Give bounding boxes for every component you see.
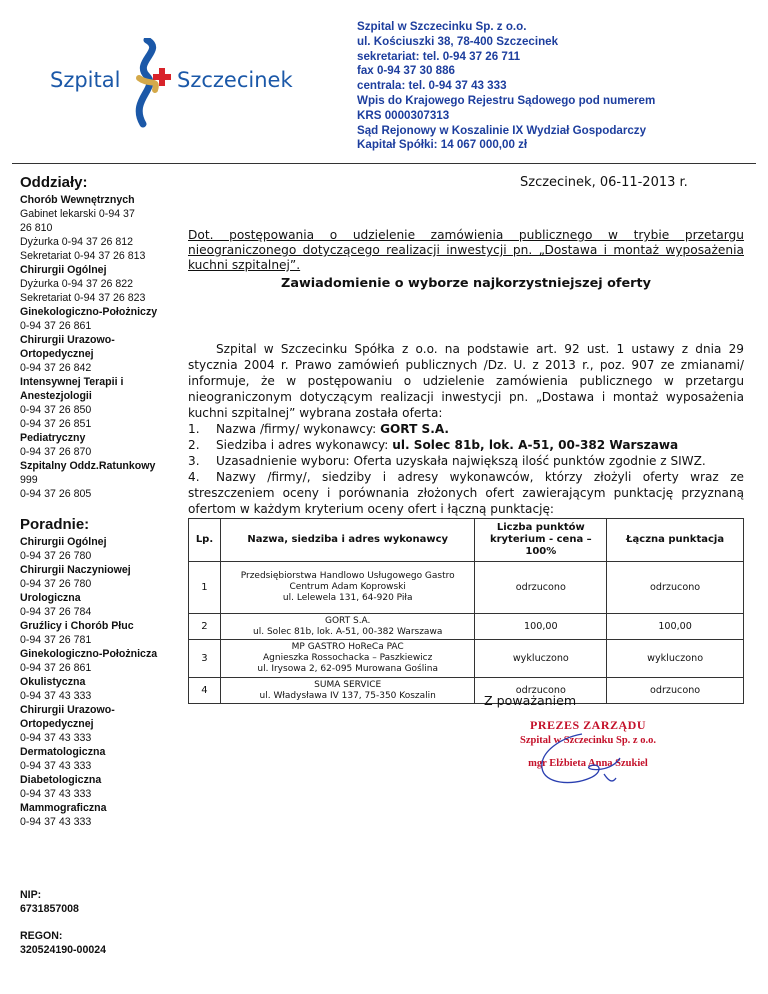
letter-body bbox=[188, 341, 744, 517]
cell-total: odrzucono bbox=[607, 562, 744, 614]
col-header-lp: Lp. bbox=[189, 519, 221, 562]
departments-list bbox=[20, 193, 170, 501]
logo-emblem-icon bbox=[125, 38, 175, 128]
handwritten-signature bbox=[520, 728, 630, 798]
table-row bbox=[189, 614, 744, 640]
contractor-line: Centrum Adam Koprowski bbox=[289, 582, 406, 592]
department-phone: Dyżurka 0-94 37 26 812 bbox=[20, 236, 134, 248]
item-label: Nazwa /firmy/ wykonawcy: bbox=[216, 422, 381, 436]
contractor-line: Przedsiębiorstwa Handlowo Usługowego Gastro bbox=[240, 571, 455, 581]
table-header-row bbox=[189, 519, 744, 562]
clinic-heading: Dermatologiczna bbox=[20, 746, 106, 758]
department-heading: Pediatryczny bbox=[20, 432, 86, 444]
clinic-phone: 0-94 37 43 333 bbox=[20, 816, 92, 828]
cell-total: odrzucono bbox=[607, 678, 744, 704]
department-heading: Chirurgii Ogólnej bbox=[20, 264, 107, 276]
list-item bbox=[188, 437, 744, 453]
item-number: 1. bbox=[188, 422, 200, 436]
contractor-line: ul. Solec 81b, lok. A-51, 00-382 Warszawa bbox=[253, 626, 443, 637]
department-phone: 0-94 37 26 842 bbox=[20, 362, 92, 374]
sidebar-clinics bbox=[20, 518, 170, 829]
cell-total: 100,00 bbox=[607, 614, 744, 640]
letter-intro: Szpital w Szczecinku Spółka z o.o. na podstawie art. 92 ust. 1 ustawy z dnia 29 stycznia 2004 r. Prawo zamówień publicznych /Dz. U. z 2013 r., poz. 907 ze zmianami/ informuje, że w postępowaniu o udzielenie zamówienia publicznego w przetargu nieograniczonym dotyczącym realizacji inwestycji pn. „Dostawa i montaż wyposażenia kuchni szpitalnej” wybrana została oferta: bbox=[188, 342, 744, 420]
clinic-phone: 0-94 37 26 780 bbox=[20, 550, 92, 562]
clinic-phone: 0-94 37 43 333 bbox=[20, 788, 92, 800]
department-heading: Ortopedycznej bbox=[20, 348, 94, 360]
col-header-total: Łączna punktacja bbox=[607, 519, 744, 562]
clinic-phone: 0-94 37 26 781 bbox=[20, 634, 92, 646]
clinic-heading: Chirurgii Urazowo- bbox=[20, 704, 115, 716]
letterhead-line: Sąd Rejonowy w Koszalinie IX Wydział Gospodarczy bbox=[357, 123, 647, 137]
table-row bbox=[189, 562, 744, 614]
cell-lp: 3 bbox=[189, 640, 221, 678]
cell-points: odrzucono bbox=[475, 562, 607, 614]
department-heading: Chorób Wewnętrznych bbox=[20, 194, 135, 206]
department-heading: Anestezjologii bbox=[20, 390, 92, 402]
sidebar-departments bbox=[20, 176, 170, 501]
logo-word-right: Szczecinek bbox=[177, 68, 293, 92]
points-header-line: 100% bbox=[525, 546, 557, 557]
nip-label: NIP: bbox=[20, 889, 42, 901]
clinics-list bbox=[20, 535, 170, 829]
item-text: Uzasadnienie wyboru: Oferta uzyskała największą ilość punktów zgodnie z SIWZ. bbox=[216, 454, 706, 468]
hospital-logo bbox=[50, 38, 293, 128]
item-number: 4. bbox=[188, 470, 200, 484]
clinic-phone: 0-94 37 43 333 bbox=[20, 732, 92, 744]
contractor-line: ul. Władysława IV 137, 75-350 Koszalin bbox=[259, 690, 436, 701]
offers-table bbox=[188, 518, 744, 704]
stamp-person: mgr Elżbieta Anna Szukiel bbox=[528, 758, 648, 769]
item-number: 2. bbox=[188, 438, 200, 452]
item-label: Siedziba i adres wykonawcy: bbox=[216, 438, 393, 452]
clinic-phone: 0-94 37 26 861 bbox=[20, 662, 92, 674]
contractor-line: ul. Irysowa 2, 62-095 Murowana Goślina bbox=[257, 664, 438, 674]
letterhead-line: fax 0-94 37 30 886 bbox=[357, 64, 455, 78]
points-header-line: Liczba punktów bbox=[496, 522, 585, 533]
cell-total: wykluczono bbox=[607, 640, 744, 678]
department-phone: Gabinet lekarski 0-94 37 bbox=[20, 208, 135, 220]
clinic-heading: Diabetologiczna bbox=[20, 774, 102, 786]
department-heading: Szpitalny Oddz.Ratunkowy bbox=[20, 460, 156, 472]
department-phone: Dyżurka 0-94 37 26 822 bbox=[20, 278, 134, 290]
letter-date: Szczecinek, 06-11-2013 r. bbox=[520, 175, 688, 190]
cell-lp: 1 bbox=[189, 562, 221, 614]
clinics-title: Poradnie: bbox=[20, 516, 90, 533]
department-phone: 0-94 37 26 851 bbox=[20, 418, 92, 430]
item-text: Nazwy /firmy/, siedziby i adresy wykonawców, którzy złożyli oferty wraz ze streszczeniem oceny i porównania złożonych ofert zawierającym punktację przyznaną ofertom w każdym kryterium oceny ofert i łączną punktację: bbox=[188, 470, 744, 516]
contractor-line: MP GASTRO HoReCa PAC bbox=[291, 642, 404, 652]
department-phone: 0-94 37 26 861 bbox=[20, 320, 92, 332]
col-header-name: Nazwa, siedziba i adres wykonawcy bbox=[220, 519, 474, 562]
contractor-line: ul. Lelewela 131, 64-920 Piła bbox=[282, 593, 413, 603]
department-phone: 0-94 37 26 805 bbox=[20, 488, 92, 500]
cell-points: 100,00 bbox=[475, 614, 607, 640]
department-phone: 999 bbox=[20, 474, 38, 486]
letterhead-line: sekretariat: tel. 0-94 37 26 711 bbox=[357, 49, 521, 63]
list-item bbox=[188, 469, 744, 517]
table-row bbox=[189, 678, 744, 704]
clinic-heading: Ginekologiczno-Położnicza bbox=[20, 648, 158, 660]
cell-points: wykluczono bbox=[475, 640, 607, 678]
cell-contractor bbox=[220, 640, 474, 678]
regon-label: REGON: bbox=[20, 930, 63, 942]
department-phone: 0-94 37 26 850 bbox=[20, 404, 92, 416]
clinic-heading: Chirurgii Naczyniowej bbox=[20, 564, 131, 576]
clinic-heading: Mammograficzna bbox=[20, 802, 107, 814]
cell-lp: 4 bbox=[189, 678, 221, 704]
winner-address: ul. Solec 81b, lok. A-51, 00-382 Warszawa bbox=[392, 438, 679, 452]
regon-block bbox=[20, 929, 106, 957]
cell-points: odrzucono bbox=[475, 678, 607, 704]
letter-subject: Dot. postępowania o udzielenie zamówienia publicznego w trybie przetargu nieograniczonego dotyczącego realizacji inwestycji pn. „Dostawa i montaż wyposażenia kuchni szpitalnej”. bbox=[188, 228, 744, 272]
letter-title: Zawiadomienie o wyborze najkorzystniejszej oferty bbox=[281, 276, 651, 291]
col-header-points bbox=[475, 519, 607, 562]
letterhead-line: ul. Kościuszki 38, 78-400 Szczecinek bbox=[357, 34, 559, 48]
department-heading: Chirurgii Urazowo- bbox=[20, 334, 115, 346]
clinic-phone: 0-94 37 43 333 bbox=[20, 690, 92, 702]
department-phone: 0-94 37 26 870 bbox=[20, 446, 92, 458]
logo-word-left: Szpital bbox=[50, 68, 121, 92]
regon-value: 320524190-00024 bbox=[20, 944, 107, 956]
letterhead-line: KRS 0000307313 bbox=[357, 108, 450, 122]
clinic-heading: Ortopedycznej bbox=[20, 718, 94, 730]
header-divider bbox=[12, 163, 756, 164]
stamp-company: Szpital w Szczecinku Sp. z o.o. bbox=[520, 735, 656, 746]
letterhead-line: Szpital w Szczecinku Sp. z o.o. bbox=[357, 20, 527, 33]
letterhead-line: Wpis do Krajowego Rejestru Sądowego pod numerem bbox=[357, 93, 656, 107]
cell-contractor bbox=[220, 678, 474, 704]
clinic-heading: Chirurgii Ogólnej bbox=[20, 536, 107, 548]
stamp-title: PREZES ZARZĄDU bbox=[529, 718, 647, 732]
clinic-heading: Urologiczna bbox=[20, 592, 81, 604]
nip-block bbox=[20, 888, 79, 916]
letterhead-line: centrala: tel. 0-94 37 43 333 bbox=[357, 79, 507, 93]
cell-contractor bbox=[220, 614, 474, 640]
department-phone: Sekretariat 0-94 37 26 813 bbox=[20, 250, 146, 262]
contractor-line: SUMA SERVICE bbox=[314, 679, 382, 690]
contractor-line: Agnieszka Rossochacka – Paszkiewicz bbox=[263, 653, 433, 663]
points-header-line: kryterium - cena – bbox=[489, 534, 592, 545]
clinic-phone: 0-94 37 26 780 bbox=[20, 578, 92, 590]
letterhead-info bbox=[357, 20, 747, 153]
closing-regards: Z poważaniem bbox=[484, 693, 577, 708]
cell-lp: 2 bbox=[189, 614, 221, 640]
winner-name: GORT S.A. bbox=[380, 422, 450, 436]
list-item bbox=[188, 421, 744, 437]
clinic-heading: Okulistyczna bbox=[20, 676, 86, 688]
list-item bbox=[188, 453, 744, 469]
clinic-phone: 0-94 37 43 333 bbox=[20, 760, 92, 772]
department-heading: Ginekologiczno-Położniczy bbox=[20, 306, 158, 318]
table-body bbox=[189, 562, 744, 704]
cell-contractor bbox=[220, 562, 474, 614]
item-number: 3. bbox=[188, 454, 200, 468]
departments-title: Oddziały: bbox=[20, 174, 88, 191]
department-phone: Sekretariat 0-94 37 26 823 bbox=[20, 292, 146, 304]
table-row bbox=[189, 640, 744, 678]
nip-value: 6731857008 bbox=[20, 903, 79, 915]
letterhead-line: Kapitał Spółki: 14 067 000,00 zł bbox=[357, 138, 528, 152]
contractor-line: GORT S.A. bbox=[324, 615, 371, 626]
department-phone: 26 810 bbox=[20, 222, 53, 234]
clinic-phone: 0-94 37 26 784 bbox=[20, 606, 92, 618]
clinic-heading: Gruźlicy i Chorób Płuc bbox=[20, 620, 134, 632]
department-heading: Intensywnej Terapii i bbox=[20, 376, 124, 388]
